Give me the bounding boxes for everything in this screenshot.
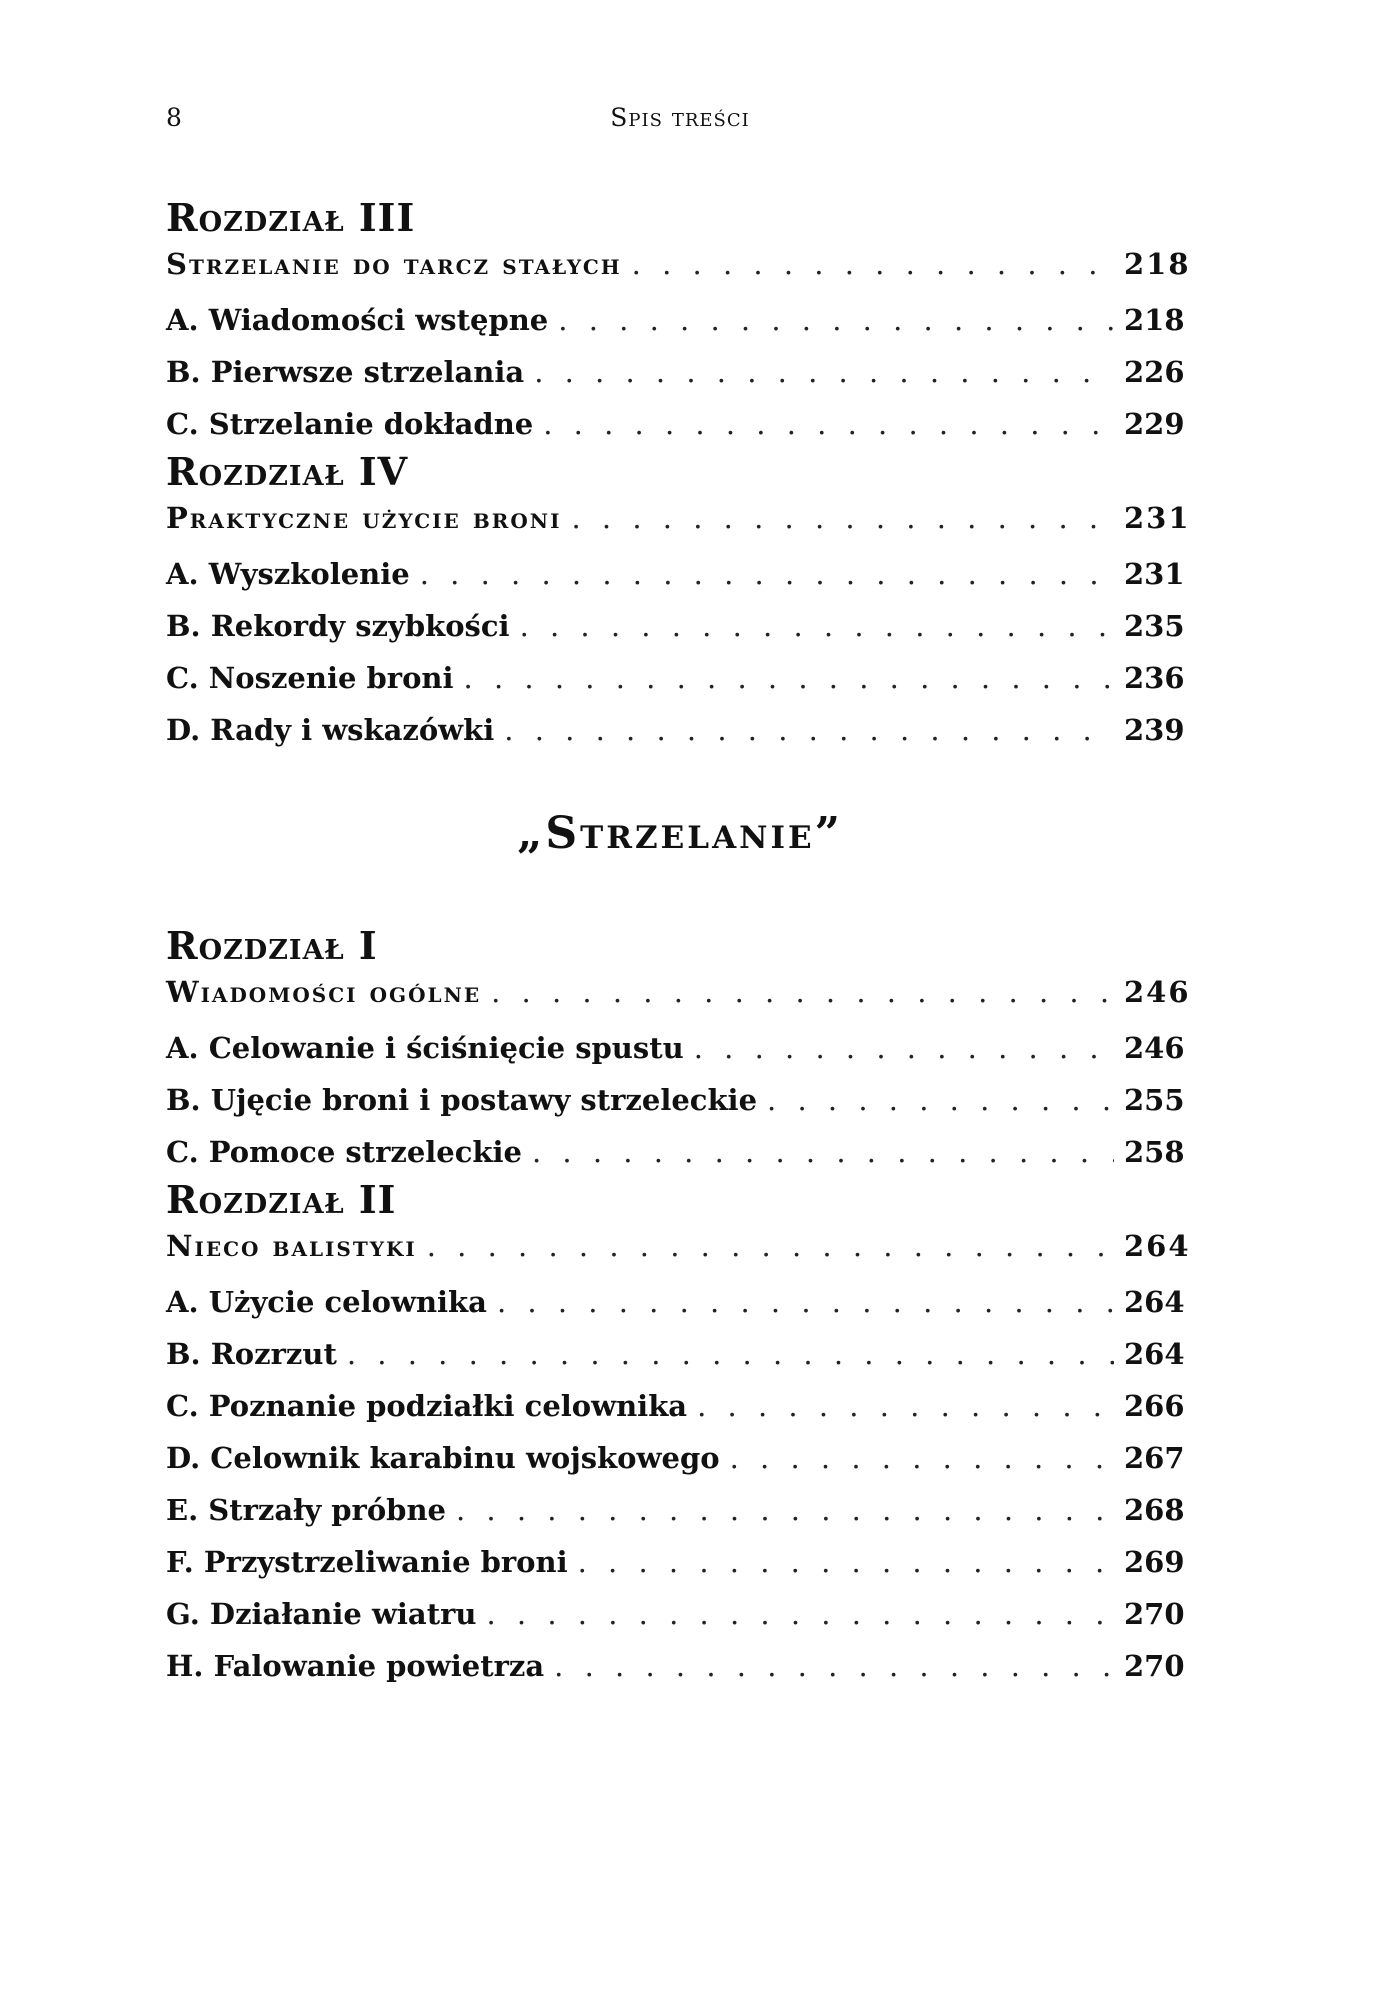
toc-entry-chapter-title[interactable] — [166, 1224, 1191, 1268]
toc-entry-chapter-title[interactable] — [166, 242, 1191, 286]
entry-title: A. Użycie celownika — [166, 1285, 487, 1319]
page-ref: 246 — [1124, 1031, 1185, 1065]
dot-leader — [420, 548, 1114, 600]
toc-entry[interactable] — [166, 1484, 1185, 1536]
toc-entry[interactable] — [166, 600, 1185, 652]
entry-title: G. Działanie wiatru — [166, 1597, 477, 1631]
toc-section-chapter-2 — [166, 1177, 1191, 1692]
toc-section-chapter-4 — [166, 449, 1191, 756]
chapter-label: Rozdział I — [166, 923, 378, 968]
page-ref: 231 — [1124, 501, 1191, 535]
toc-entry[interactable] — [166, 652, 1185, 704]
page-ref: 226 — [1124, 355, 1185, 389]
dot-leader — [464, 652, 1114, 704]
entry-title: F. Przystrzeliwanie broni — [166, 1545, 568, 1579]
page-ref: 255 — [1124, 1083, 1185, 1117]
toc-entry[interactable] — [166, 1022, 1185, 1074]
part-title: „Strzelanie” — [517, 808, 843, 859]
page-ref: 229 — [1124, 407, 1185, 441]
toc-entry[interactable] — [166, 548, 1185, 600]
entry-title: C. Pomoce strzeleckie — [166, 1135, 522, 1169]
toc-entry[interactable] — [166, 1074, 1185, 1126]
chapter-title: Praktyczne użycie broni — [166, 501, 562, 535]
dot-leader — [486, 1588, 1114, 1640]
dot-leader — [554, 1640, 1114, 1692]
dot-leader — [632, 242, 1114, 286]
toc-entry[interactable] — [166, 1276, 1185, 1328]
dot-leader — [694, 1022, 1114, 1074]
toc-entry[interactable] — [166, 398, 1185, 450]
dot-leader — [543, 398, 1114, 450]
page-ref: 267 — [1124, 1441, 1185, 1475]
dot-leader — [558, 294, 1114, 346]
dot-leader — [697, 1380, 1114, 1432]
dot-leader — [532, 1126, 1114, 1178]
dot-leader — [520, 600, 1114, 652]
page-ref: 266 — [1124, 1389, 1185, 1423]
page-ref: 236 — [1124, 661, 1185, 695]
page-ref: 218 — [1124, 303, 1185, 337]
page-ref: 269 — [1124, 1545, 1185, 1579]
entry-title: C. Noszenie broni — [166, 661, 454, 695]
toc-section-chapter-1 — [166, 923, 1191, 1178]
chapter-label: Rozdział II — [166, 1177, 397, 1222]
toc-entry-chapter-title[interactable] — [166, 970, 1191, 1014]
page-ref: 239 — [1124, 713, 1185, 747]
dot-leader — [491, 970, 1114, 1014]
dot-leader — [427, 1224, 1114, 1268]
chapter-label: Rozdział IV — [166, 449, 409, 494]
entry-title: D. Celownik karabinu wojskowego — [166, 1441, 720, 1475]
dot-leader — [504, 704, 1114, 756]
page-ref: 218 — [1124, 247, 1191, 281]
page-ref: 235 — [1124, 609, 1185, 643]
entry-title: B. Rozrzut — [166, 1337, 337, 1371]
toc-entry[interactable] — [166, 704, 1185, 756]
entry-title: B. Pierwsze strzelania — [166, 355, 525, 389]
entry-title: A. Celowanie i ściśnięcie spustu — [166, 1031, 684, 1065]
entry-title: C. Poznanie podziałki celownika — [166, 1389, 688, 1423]
toc-entry[interactable] — [166, 1328, 1185, 1380]
page-ref: 264 — [1124, 1285, 1185, 1319]
dot-leader — [578, 1536, 1114, 1588]
dot-leader — [767, 1074, 1114, 1126]
page-ref: 258 — [1124, 1135, 1185, 1169]
toc-entry[interactable] — [166, 1380, 1185, 1432]
page-ref: 231 — [1124, 557, 1185, 591]
dot-leader — [497, 1276, 1114, 1328]
page-ref: 264 — [1124, 1337, 1185, 1371]
page-ref: 246 — [1124, 975, 1191, 1009]
entry-title: H. Falowanie powietrza — [166, 1649, 545, 1683]
toc-entry[interactable] — [166, 1640, 1185, 1692]
toc-entry[interactable] — [166, 1126, 1185, 1178]
toc-entry[interactable] — [166, 346, 1185, 398]
dot-leader — [730, 1432, 1114, 1484]
chapter-title: Nieco balistyki — [166, 1229, 417, 1263]
page-ref: 268 — [1124, 1493, 1185, 1527]
dot-leader — [456, 1484, 1114, 1536]
toc-entry-chapter-title[interactable] — [166, 496, 1191, 540]
page-ref: 264 — [1124, 1229, 1191, 1263]
dot-leader — [571, 496, 1114, 540]
toc-section-chapter-3 — [166, 195, 1191, 450]
page-ref: 270 — [1124, 1649, 1185, 1683]
entry-title: E. Strzały próbne — [166, 1493, 446, 1527]
toc-entry[interactable] — [166, 1588, 1185, 1640]
entry-title: B. Ujęcie broni i postawy strzeleckie — [166, 1083, 758, 1117]
dot-leader — [347, 1328, 1114, 1380]
entry-title: A. Wiadomości wstępne — [166, 303, 549, 337]
entry-title: B. Rekordy szybkości — [166, 609, 510, 643]
toc-entry[interactable] — [166, 294, 1185, 346]
page-number: 8 — [166, 103, 182, 132]
toc-entry[interactable] — [166, 1536, 1185, 1588]
dot-leader — [534, 346, 1114, 398]
chapter-label: Rozdział III — [166, 195, 416, 240]
entry-title: D. Rady i wskazówki — [166, 713, 495, 747]
chapter-title: Wiadomości ogólne — [166, 975, 482, 1009]
chapter-title: Strzelanie do tarcz stałych — [166, 247, 622, 281]
running-head: Spis treści — [610, 103, 750, 132]
entry-title: A. Wyszkolenie — [166, 557, 410, 591]
entry-title: C. Strzelanie dokładne — [166, 407, 534, 441]
toc-entry[interactable] — [166, 1432, 1185, 1484]
page-ref: 270 — [1124, 1597, 1185, 1631]
